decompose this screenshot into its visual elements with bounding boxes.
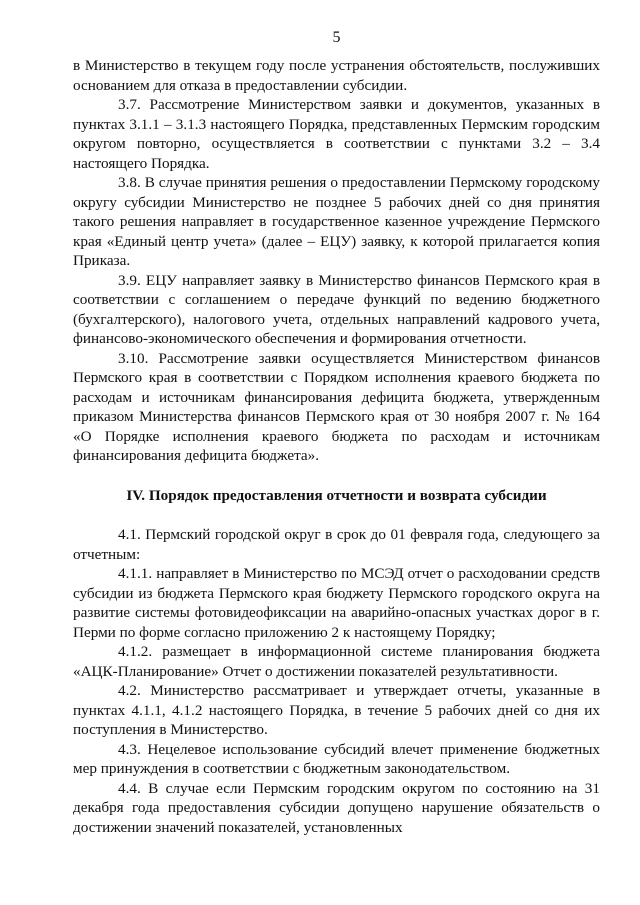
body-after-section	[73, 525, 600, 837]
paragraph-3-10: 3.10. Рассмотрение заявки осуществляется Министерством финансов Пермского края в соответствии с Порядком исполнения краевого бюджета по расходам и источникам финансирования дефицита бюджета, утвержденным приказом Министерства финансов Пермского края от 30 ноября 2007 г. № 164 «О Порядке исполнения краевого бюджета по расходам и источникам финансирования дефицита бюджета».	[73, 349, 600, 464]
paragraph-3-9: 3.9. ЕЦУ направляет заявку в Министерство финансов Пермского края в соответствии с соглашением о передаче функций по ведению бюджетного (бухгалтерского), налогового учета, отдельных направлений кадрового учета, финансово-экономического обеспечения и формирования отчетности.	[73, 271, 600, 347]
paragraph-4-3: 4.3. Нецелевое использование субсидий влечет применение бюджетных мер принуждения в соответствии с бюджетным законодательством.	[73, 740, 600, 777]
paragraph-4-4: 4.4. В случае если Пермским городским округом по состоянию на 31 декабря года предоставления субсидии допущено нарушение обязательств о достижении значений показателей, установленных	[73, 779, 600, 836]
paragraph-4-2: 4.2. Министерство рассматривает и утверждает отчеты, указанные в пунктах 4.1.1, 4.1.2 настоящего Порядка, в течение 5 рабочих дней со дня их поступления в Министерство.	[73, 682, 600, 738]
body-before-section	[73, 56, 600, 466]
paragraph-3-8: 3.8. В случае принятия решения о предоставлении Пермскому городскому округу субсидии Министерство не позднее 5 рабочих дней со дня принятия такого решения направляет в государственное казенное учреждение Пермского края «Единый центр учета» (далее – ЕЦУ) заявку, к которой прилагается копия Приказа.	[73, 174, 600, 269]
section-heading: IV. Порядок предоставления отчетности и возврата субсидии	[126, 486, 547, 504]
page-number: 5	[332, 29, 341, 46]
paragraph-4-1-1: 4.1.1. направляет в Министерство по МСЭД отчет о расходовании средств субсидии из бюджета Пермского края бюджету Пермского городского округа на развитие системы фотовидеофиксации на аварийно-опасных участках дорог в г. Перми по форме согласно приложению 2 к настоящему Порядку;	[73, 565, 600, 641]
paragraph-continuation: в Министерство в текущем году после устранения обстоятельств, послуживших основанием для отказа в предоставлении субсидии.	[73, 57, 600, 94]
paragraph-4-1-2: 4.1.2. размещает в информационной системе планирования бюджета «АЦК-Планирование» Отчет о достижении показателей результативности.	[73, 643, 600, 680]
paragraph-4-1: 4.1. Пермский городской округ в срок до 01 февраля года, следующего за отчетным:	[73, 526, 600, 563]
paragraph-3-7: 3.7. Рассмотрение Министерством заявки и документов, указанных в пунктах 3.1.1 – 3.1.3 настоящего Порядка, представленных Пермским городским округом повторно, осуществляется в соответствии с пунктами 3.2 – 3.4 настоящего Порядка.	[73, 96, 600, 172]
